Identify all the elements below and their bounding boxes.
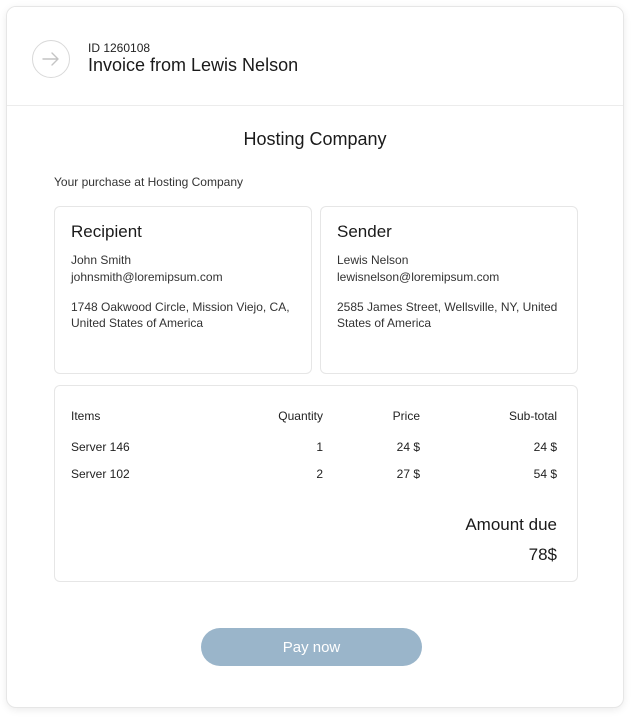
sender-card bbox=[320, 206, 578, 374]
recipient-address-line2: United States of America bbox=[71, 316, 204, 330]
company-name: Hosting Company bbox=[243, 129, 387, 149]
item-subtotal: 24 $ bbox=[533, 440, 557, 454]
recipient-name: John Smith bbox=[71, 253, 132, 267]
item-quantity: 1 bbox=[316, 440, 323, 454]
invoice-id: ID 1260108 bbox=[88, 41, 151, 55]
column-header-price: Price bbox=[392, 409, 420, 423]
table-row bbox=[71, 467, 557, 483]
item-quantity: 2 bbox=[316, 467, 323, 481]
amount-due-label: Amount due bbox=[465, 515, 557, 534]
recipient-address bbox=[71, 299, 295, 331]
sender-address-line2: States of America bbox=[337, 316, 432, 330]
back-button[interactable] bbox=[32, 40, 70, 78]
recipient-card bbox=[54, 206, 312, 374]
sender-address-line1: 2585 James Street, Wellsville, NY, United bbox=[337, 300, 558, 314]
invoice-header bbox=[7, 7, 623, 106]
item-name: Server 102 bbox=[71, 467, 130, 481]
items-table bbox=[54, 385, 578, 582]
arrow-right-icon bbox=[42, 52, 60, 66]
column-header-subtotal: Sub-total bbox=[508, 409, 557, 423]
amount-due-value: 78$ bbox=[528, 545, 557, 564]
item-price: 24 $ bbox=[396, 440, 420, 454]
column-header-quantity: Quantity bbox=[278, 409, 323, 423]
sender-name: Lewis Nelson bbox=[337, 253, 409, 267]
sender-heading: Sender bbox=[337, 222, 392, 241]
item-name: Server 146 bbox=[71, 440, 130, 454]
recipient-heading: Recipient bbox=[71, 222, 142, 241]
table-header-row bbox=[71, 409, 557, 425]
recipient-address-line1: 1748 Oakwood Circle, Mission Viejo, CA, bbox=[71, 300, 290, 314]
column-header-items: Items bbox=[71, 409, 101, 423]
table-row bbox=[71, 440, 557, 456]
purchase-text: Your purchase at Hosting Company bbox=[54, 175, 243, 189]
item-price: 27 $ bbox=[396, 467, 420, 481]
sender-address bbox=[337, 299, 561, 331]
item-subtotal: 54 $ bbox=[533, 467, 557, 481]
sender-email: lewisnelson@loremipsum.com bbox=[337, 270, 500, 284]
invoice-title: Invoice from Lewis Nelson bbox=[88, 55, 299, 75]
invoice-card bbox=[6, 6, 624, 708]
recipient-email: johnsmith@loremipsum.com bbox=[71, 270, 223, 284]
pay-now-button[interactable]: Pay now bbox=[201, 628, 422, 666]
